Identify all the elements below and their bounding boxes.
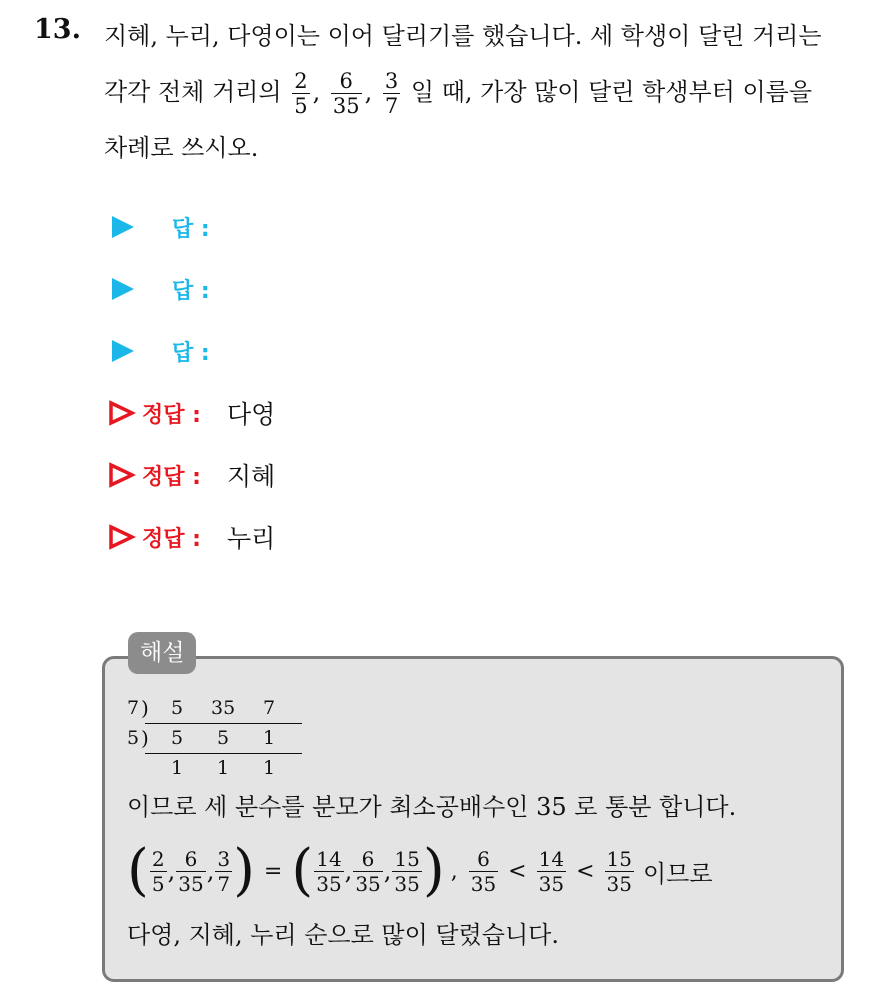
ladder-bracket: ) (141, 726, 149, 750)
ladder-divisor: 7 (127, 697, 140, 719)
solution-text-1: 이므로 세 분수를 분모가 최소공배수인 35 로 통분 합니다. (127, 793, 737, 821)
solution-text-3: 다영, 지혜, 누리 순으로 많이 달렸습니다. (127, 921, 559, 949)
ladder-value: 1 (263, 727, 276, 749)
ladder-value: 7 (263, 697, 276, 719)
correct-answer-row (108, 506, 275, 568)
red-triangle-outline-icon (108, 524, 136, 550)
red-triangle-outline-icon (108, 462, 136, 488)
fraction-numerator: 3 (384, 69, 399, 93)
open-paren: ( (127, 838, 149, 903)
ladder-value: 1 (263, 757, 276, 779)
question-text (104, 10, 864, 174)
ladder-bracket: ) (141, 696, 149, 720)
ladder-value: 35 (211, 697, 236, 719)
fraction-denominator: 5 (294, 94, 308, 118)
fraction-numerator: 6 (361, 846, 375, 871)
equals-sign: = (263, 858, 283, 884)
correct-answer-row (108, 444, 275, 506)
fraction-denominator: 35 (606, 871, 632, 896)
equation-suffix: 이므로 (642, 859, 713, 888)
order-fraction (537, 847, 566, 896)
close-paren: ) (422, 838, 445, 903)
blue-triangle-icon (112, 278, 134, 300)
ladder-value: 1 (217, 757, 230, 779)
fraction-denominator: 35 (355, 871, 381, 896)
ladder-divisor: 5 (127, 727, 140, 749)
answer-label: 답 : (172, 278, 210, 304)
fraction-denominator: 5 (151, 871, 165, 896)
equation-fraction (353, 847, 382, 896)
less-than-sign: < (576, 858, 595, 884)
fraction-numerator: 15 (394, 846, 420, 871)
fraction-numerator: 14 (538, 846, 565, 871)
fraction-numerator: 2 (151, 846, 165, 871)
equation-fraction (314, 847, 343, 896)
comma: , (206, 857, 215, 885)
ladder-row (127, 725, 302, 755)
ladder-line (145, 753, 302, 754)
fraction-numerator: 6 (184, 846, 198, 871)
red-triangle-outline-icon (108, 400, 136, 426)
question-line-1: 지혜, 누리, 다영이는 이어 달리기를 했습니다. 세 학생이 달린 거리는 (104, 22, 822, 50)
ladder-line (145, 723, 302, 724)
comma: , (383, 857, 392, 885)
question-line-2-suffix: 일 때, 가장 많이 달린 학생부터 이름을 (410, 78, 813, 106)
blue-triangle-icon (112, 216, 134, 238)
fraction-denominator: 35 (332, 94, 360, 118)
fraction-3-7 (383, 69, 400, 118)
fraction-numerator: 2 (294, 69, 308, 93)
comma: , (450, 858, 458, 884)
fraction-denominator: 35 (316, 871, 342, 896)
fraction-numerator: 6 (477, 846, 490, 871)
equation-fraction (150, 847, 167, 896)
problem (34, 10, 864, 174)
comma: , (364, 78, 373, 106)
comma: , (312, 78, 321, 106)
comma: , (344, 857, 353, 885)
solution-tab: 해설 (128, 632, 196, 674)
equation-fraction (176, 847, 205, 896)
open-paren: ( (291, 838, 314, 903)
fraction-numerator: 6 (339, 69, 353, 93)
answer-blank-row[interactable] (108, 320, 275, 382)
correct-answer-value: 지혜 (226, 462, 276, 491)
answer-blank-row[interactable] (108, 196, 275, 258)
fraction-denominator: 35 (178, 871, 204, 896)
correct-answer-row (108, 382, 275, 444)
fraction-denominator: 35 (394, 871, 420, 896)
ladder-value: 5 (171, 727, 184, 749)
ladder-row (127, 755, 302, 785)
question-line-2 (104, 62, 864, 122)
fraction-numerator: 14 (316, 846, 342, 871)
correct-answer-value: 누리 (226, 524, 276, 553)
question-line-3: 차례로 쓰시오. (104, 134, 259, 162)
ladder-row (127, 695, 302, 725)
fraction-numerator: 15 (606, 846, 632, 871)
ladder-value: 1 (171, 757, 184, 779)
fraction-numerator: 3 (217, 846, 231, 871)
correct-answer-label: 정답 : (142, 402, 201, 428)
correct-answer-label: 정답 : (142, 526, 201, 552)
question-number: 13. (34, 14, 81, 45)
fraction-denominator: 7 (384, 94, 399, 118)
solution-box (102, 656, 844, 982)
answer-label: 답 : (172, 340, 210, 366)
answer-blank-row[interactable] (108, 258, 275, 320)
answer-section (108, 196, 275, 568)
answer-label: 답 : (172, 216, 210, 242)
correct-answer-label: 정답 : (142, 464, 201, 490)
order-fraction (469, 847, 498, 896)
equation-fraction (392, 847, 421, 896)
ladder-division (127, 695, 302, 785)
ladder-value: 5 (217, 727, 230, 749)
fraction-denominator: 35 (538, 871, 565, 896)
blue-triangle-icon (112, 340, 134, 362)
question-line-2-prefix: 각각 전체 거리의 (104, 78, 282, 106)
less-than-sign: < (508, 858, 527, 884)
equation-fraction (215, 847, 232, 896)
comma: , (167, 857, 176, 885)
correct-answer-value: 다영 (226, 400, 276, 429)
order-fraction (605, 847, 634, 896)
solution-equation (127, 835, 713, 907)
fraction-2-5 (292, 69, 309, 118)
ladder-value: 5 (171, 697, 184, 719)
close-paren: ) (233, 838, 255, 903)
fraction-6-35 (331, 69, 362, 118)
fraction-denominator: 7 (217, 871, 231, 896)
fraction-denominator: 35 (470, 871, 497, 896)
